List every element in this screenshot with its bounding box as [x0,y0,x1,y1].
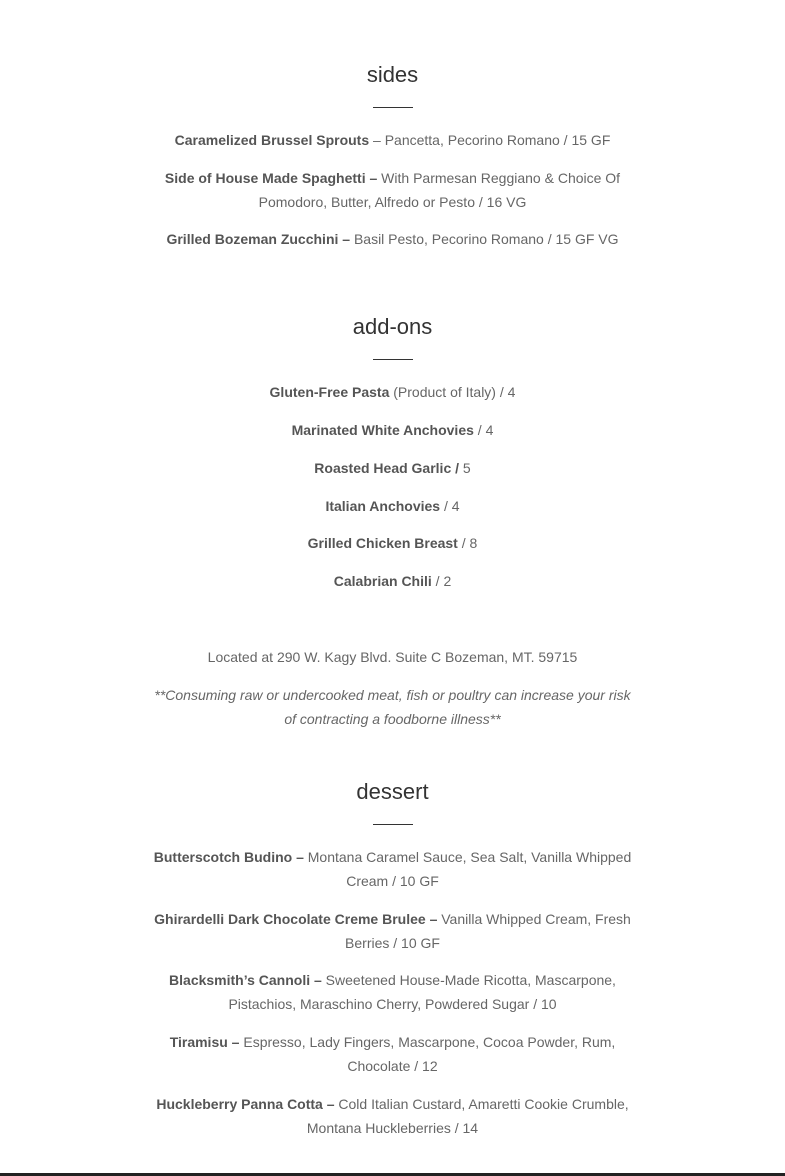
menu-item [150,128,635,152]
menu-item-name: Marinated White Anchovies [291,422,474,438]
section-title-addons: add-ons [352,314,433,339]
section-title-dessert: dessert [356,779,429,804]
menu-item-name: Tiramisu – [169,1034,240,1050]
section-divider [373,824,413,825]
menu-item [150,227,635,251]
warning-suffix: ** [489,711,501,727]
menu-item-name: Huckleberry Panna Cotta – [156,1096,335,1112]
section-divider [373,359,413,360]
menu-item-desc: – Pancetta, Pecorino Romano / 15 GF [369,132,611,148]
menu-item-desc: (Product of Italy) / 4 [389,384,516,400]
menu-item-desc: Montana Caramel Sauce, Sea Salt, Vanilla Whipped Cream / 10 GF [303,849,632,889]
warning-prefix: ** [154,687,166,703]
menu-item-name: Side of House Made Spaghetti – [164,170,378,186]
menu-item [150,1030,635,1078]
menu-item [150,494,635,518]
menu-item-desc: / 2 [431,573,452,589]
menu-item-desc: / 4 [440,498,460,514]
menu-item-name: Calabrian Chili [333,573,432,589]
menu-item [150,166,635,214]
menu-item [150,968,635,1016]
menu-item-desc: / 8 [457,535,478,551]
menu-item-name: Italian Anchovies [325,498,441,514]
menu-item-desc: 5 [459,460,471,476]
menu-item-name: Grilled Bozeman Zucchini – [166,231,351,247]
menu-item-desc: / 4 [473,422,494,438]
menu-item-desc: Cold Italian Custard, Amaretti Cookie Crumble, Montana Huckleberries / 14 [306,1096,629,1136]
menu-item [150,418,635,442]
menu-item-desc: Vanilla Whipped Cream, Fresh Berries / 10 GF [345,911,631,951]
menu-item-name: Roasted Head Garlic / [314,460,460,476]
menu-item-name: Gluten-Free Pasta [269,384,390,400]
menu-item-name: Blacksmith’s Cannoli – [169,972,322,988]
menu-item-name: Grilled Chicken Breast [307,535,458,551]
menu-item-name: Ghirardelli Dark Chocolate Creme Brulee – [154,911,438,927]
menu-item [150,845,635,893]
menu-item-desc: With Parmesan Reggiano & Choice Of Pomodoro, Butter, Alfredo or Pesto / 16 VG [258,170,621,210]
menu-item [150,531,635,555]
menu-item-desc: Espresso, Lady Fingers, Mascarpone, Cocoa Powder, Rum, Chocolate / 12 [239,1034,616,1074]
menu-item-desc: Sweetened House-Made Ricotta, Mascarpone, Pistachios, Maraschino Cherry, Powdered Sugar / 10 [228,972,616,1012]
food-safety-warning [150,683,635,731]
menu-item-name: Butterscotch Budino – [153,849,304,865]
menu-item [150,569,635,593]
menu-item [150,456,635,480]
section-divider [373,107,413,108]
menu-item [150,907,635,955]
section-title-sides: sides [366,62,419,87]
warning-text: Consuming raw or undercooked meat, fish or poultry can increase your risk of contracting a foodborne illness [165,687,631,727]
location-text: Located at 290 W. Kagy Blvd. Suite C Bozeman, MT. 59715 [207,649,578,665]
menu-item [150,1092,635,1140]
menu-item-desc: Basil Pesto, Pecorino Romano / 15 GF VG [350,231,619,247]
menu-item-name: Caramelized Brussel Sprouts [174,132,370,148]
menu-item [150,380,635,404]
